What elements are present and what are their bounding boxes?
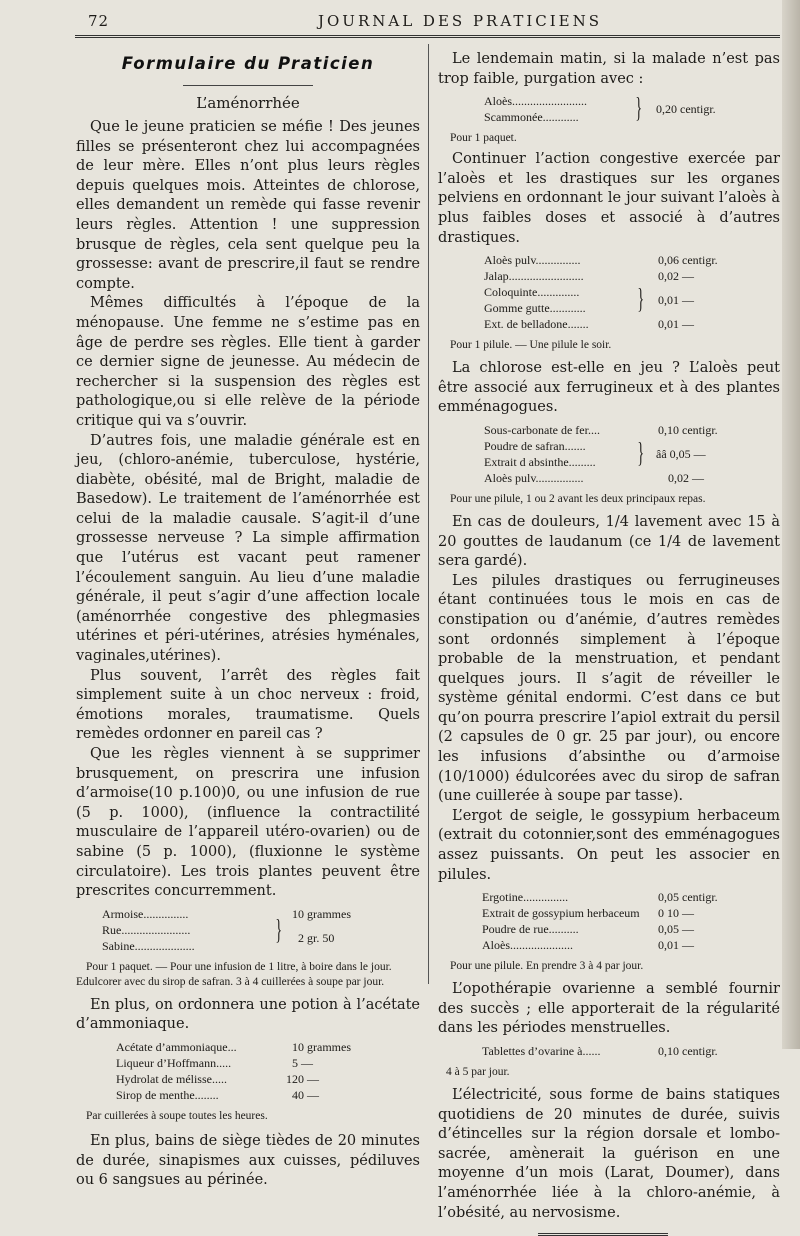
rx-dose: 0,05 centigr. bbox=[658, 890, 718, 905]
rx-item: Acétate d’ammoniaque... bbox=[116, 1039, 237, 1054]
rx-dose: 0,02 — bbox=[658, 269, 694, 284]
rx-dose: 10 grammes bbox=[292, 906, 351, 921]
paragraph: Mêmes difficultés à l’époque de la ménopause. Une femme ne s’estime pas en âge de perdre ses règles. Elle tient à garder ce dernier signe de jeunesse. Au médecin de rechercher si la suspension des règles est pathologique,ou si elle relève de la période critique qui va s’ouvrir. bbox=[76, 295, 420, 429]
rx-item: Jalap......................... bbox=[484, 269, 584, 284]
rx-note: Pour 1 pilule. — Une pilule le soir. bbox=[450, 339, 612, 352]
section-title: Formulaire du Praticien bbox=[121, 54, 375, 73]
paragraph: Que le jeune praticien se méfie ! Des jeunes filles se présenteront chez lui accompagnées de leur mère. Elles n’ont plus leurs règles depuis quelques mois. Atteintes de chlorose, elles demandent un remède qui fasse revenir leurs règles. Attention ! une suppression brusque de règles, cela sent quelque peu la grossesse: avant de prescrire,il faut se rendre compte. bbox=[76, 119, 420, 292]
rx-item: Gomme gutte............ bbox=[484, 301, 586, 316]
rx-dose: ââ 0,05 — bbox=[656, 446, 706, 461]
title-rule bbox=[183, 85, 313, 86]
rx-item: Extrait d absinthe......... bbox=[484, 454, 596, 469]
paragraph: L’ergot de seigle, le gossypium herbaceum (extrait du cotonnier,sont des emménagogues assez puissants. On peut les associer en pilules. bbox=[438, 807, 780, 883]
rx-item: Poudre de safran....... bbox=[484, 438, 586, 453]
column-divider bbox=[428, 44, 429, 984]
left-column bbox=[76, 50, 420, 1191]
rx-item: Aloès......................... bbox=[484, 94, 587, 109]
rx-item: Liqueur d’Hoffmann..... bbox=[116, 1055, 232, 1070]
rx-item: Ext. de belladone....... bbox=[484, 317, 589, 332]
rx-dose: 40 — bbox=[292, 1087, 319, 1102]
rx-item: Aloès..................... bbox=[482, 938, 573, 953]
brace: } bbox=[637, 284, 645, 316]
rx-dose: 0,01 — bbox=[658, 293, 694, 308]
rx-item: Poudre de rue.......... bbox=[482, 922, 579, 937]
rx-item: Sabine.................... bbox=[102, 938, 195, 953]
rx-dose: 0 10 — bbox=[658, 906, 694, 921]
rx-item: Sirop de menthe........ bbox=[116, 1087, 219, 1102]
prescription-potion bbox=[116, 1040, 420, 1104]
rx-item: Ergotine............... bbox=[482, 890, 569, 905]
paragraph: Continuer l’action congestive exercée par l’aloès et les drastiques sur les organes pelviens en ordonnant le jour suivant l’aloès à plus faibles doses et associé à d’autres drastiques. bbox=[438, 151, 780, 246]
paragraph: L’électricité, sous forme de bains statiques quotidiens de 20 minutes de durée, suivis d’étincelles sur la région dorsale et lombo-sacrée, amènerait la guérison en une moyenne d’un mois (Larat, Doumer), dans l’aménorrhée liée à la chloro-anémie, à l’obésité, au nervosisme. bbox=[438, 1087, 780, 1221]
paragraph: L’opothérapie ovarienne a semblé fournir des succès ; elle apporterait de la régularité dans les périodes menstruelles. bbox=[438, 981, 780, 1037]
journal-title: JOURNAL DES PRATICIENS bbox=[318, 12, 603, 30]
rx-item: Sous-carbonate de fer.... bbox=[484, 422, 600, 437]
header-rule bbox=[75, 35, 780, 38]
rx-note: Par cuillerées à soupe toutes les heures. bbox=[86, 1109, 268, 1122]
rx-dose: 0,06 centigr. bbox=[658, 253, 718, 268]
rx-item: Aloès pulv................ bbox=[484, 470, 584, 485]
page-edge-shadow bbox=[782, 0, 800, 1049]
rx-dose: 0,02 — bbox=[668, 470, 704, 485]
prescription-ergotine bbox=[482, 890, 780, 954]
rx-item: Aloès pulv............... bbox=[484, 253, 581, 268]
rx-note: 4 à 5 par jour. bbox=[446, 1066, 510, 1078]
right-column bbox=[438, 50, 780, 1236]
rx-dose: 10 grammes bbox=[292, 1039, 351, 1054]
brace: } bbox=[275, 914, 283, 946]
article-title: L’aménorrhée bbox=[196, 94, 300, 112]
rx-note: Pour une pilule. En prendre 3 à 4 par jour. bbox=[450, 960, 644, 973]
rx-note: Pour 1 paquet. — Pour une infusion de 1 litre, à boire dans le jour. Edulcorer avec du sirop de safran. 3 à 4 cuillerées à soupe par jour. bbox=[76, 960, 392, 988]
rx-dose: 120 — bbox=[286, 1071, 319, 1086]
paragraph: Les pilules drastiques ou ferrugineuses étant continuées tous le mois en cas de constipation ou d’anémie, d’autres remèdes sont ordonnés simplement à l’époque probable de la menstruation, et pendant quelques jours. Il s’agit de réveiller le système génital endormi. C’est dans ce but qu’on pourra prescrire l’apiol extrait du persil (2 capsules de 0 gr. 25 par jour), ou encore les infusions d’absinthe ou d’armoise (10/1000) édulcorées avec du sirop de safran (une cuillerée à soupe par tasse). bbox=[438, 572, 780, 805]
brace: } bbox=[637, 437, 645, 469]
rx-note: Pour 1 paquet. bbox=[450, 132, 517, 145]
paragraph: La chlorose est-elle en jeu ? L’aloès peut être associé aux ferrugineux et à des plantes emménagogues. bbox=[438, 360, 780, 416]
rx-item: Hydrolat de mélisse..... bbox=[116, 1071, 227, 1086]
paragraph: Que les règles viennent à se supprimer brusquement, on prescrira une infusion d’armoise(10 p.100)0, ou une infusion de rue (5 p. 1000), (influence la contractilité musculaire de l’appareil utéro-ovarien) ou de sabine (5 p. 1000), (fluxionne le système circulatoire). Les trois plantes peuvent être prescrites concurremment. bbox=[76, 746, 420, 900]
paragraph: En cas de douleurs, 1/4 lavement avec 15 à 20 gouttes de laudanum (ce 1/4 de lavement sera gardé). bbox=[438, 513, 780, 570]
rx-item: Scammonée............ bbox=[484, 110, 579, 125]
rx-dose: 0,20 centigr. bbox=[656, 102, 716, 117]
prescription-purgation bbox=[484, 94, 780, 126]
rx-item: Armoise............... bbox=[102, 906, 189, 921]
rx-item: Coloquinte.............. bbox=[484, 285, 580, 300]
paragraph: En plus, bains de siège tièdes de 20 minutes de durée, sinapismes aux cuisses, pédiluves ou 6 sangsues au périnée. bbox=[76, 1132, 420, 1189]
rx-dose: 0,10 centigr. bbox=[658, 422, 718, 437]
rx-note: Pour une pilule, 1 ou 2 avant les deux principaux repas. bbox=[450, 492, 706, 505]
rx-dose: 0,05 — bbox=[658, 922, 694, 937]
paragraph: Plus souvent, l’arrêt des règles fait simplement suite à un choc nerveux : froid, émotions morales, traumatisme. Quels remèdes ordonner en pareil cas ? bbox=[76, 667, 420, 743]
brace: } bbox=[635, 93, 643, 125]
rx-dose: 0,01 — bbox=[658, 938, 694, 953]
prescription-drastiques bbox=[484, 253, 780, 333]
paragraph: En plus, on ordonnera une potion à l’acétate d’ammoniaque. bbox=[76, 996, 420, 1033]
paragraph: D’autres fois, une maladie générale est en jeu, (chloro-anémie, tuberculose, hystérie, diabète, obésité, mal de Bright, maladie de Basedow). Le traitement de l’aménorrhée est celui de la maladie causale. S’agit-il d’une grossesse nerveuse ? La simple affirmation que l’utérus est vacant peut ramener l’écoulement sanguin. Au lieu d’une maladie générale, il peut s’agir d’une affection locale (aménorrhée congestive des phlegmasies utérines et péri-utérines, atrésies hyménales, vaginales,utérines). bbox=[76, 432, 420, 665]
prescription-ovarine bbox=[482, 1044, 780, 1060]
rx-item: Extrait de gossypium herbaceum bbox=[482, 906, 640, 921]
rx-dose: 5 — bbox=[292, 1055, 313, 1070]
prescription-armoise bbox=[102, 907, 420, 955]
rx-dose: 0,10 centigr. bbox=[658, 1044, 718, 1058]
paragraph: Le lendemain matin, si la malade n’est pas trop faible, purgation avec : bbox=[438, 51, 780, 87]
rx-item: Rue....................... bbox=[102, 922, 191, 937]
rx-item: Tablettes d’ovarine à...... bbox=[482, 1044, 601, 1058]
page-number: 72 bbox=[88, 12, 110, 30]
rx-dose: 0,01 — bbox=[658, 317, 694, 332]
rx-dose: 2 gr. 50 bbox=[298, 930, 335, 945]
prescription-chlorose bbox=[484, 423, 780, 487]
